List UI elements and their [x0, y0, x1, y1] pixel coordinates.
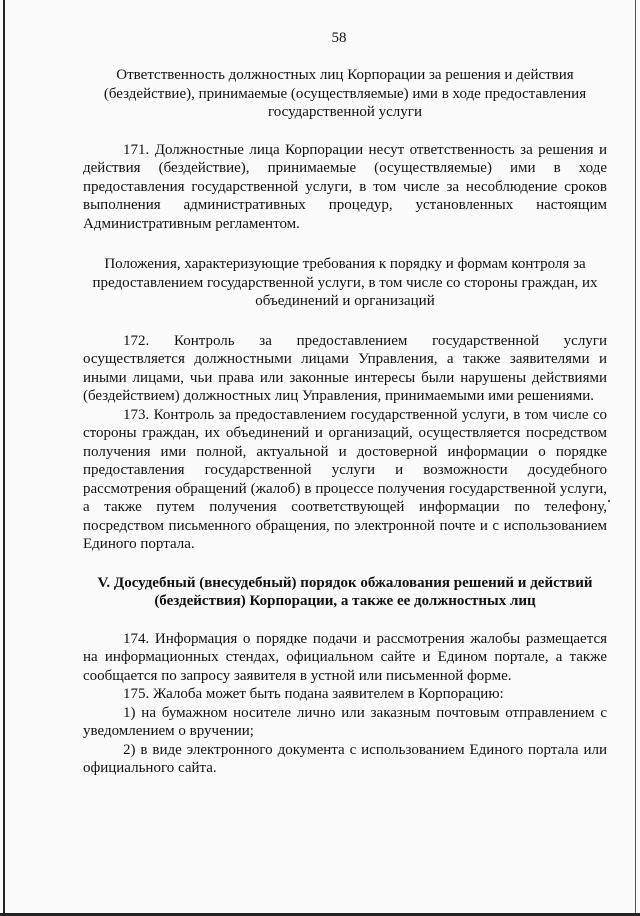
page-number: 58: [331, 30, 347, 46]
paragraph-175: 175. Жалоба может быть подана заявителем в Корпорацию:: [123, 686, 504, 702]
section-heading-control: Положения, характеризующие требования к порядку и формам контроля за предоставлением государственной услуги, в том числе со стороны граждан, их объединений и организаций: [92, 256, 598, 309]
paragraph-175-item-1: 1) на бумажном носителе лично или заказным почтовым отправлением с уведомлением о вручении;: [83, 704, 607, 739]
document-body: [83, 28, 607, 778]
scan-edge-right: [635, 0, 636, 916]
section-heading-appeal: V. Досудебный (внесудебный) порядок обжалования решений и действий (бездействия) Корпорации, а также ее должностных лиц: [97, 574, 593, 609]
section-heading-responsibility: Ответственность должностных лиц Корпорации за решения и действия (бездействие), принимаемые (осуществляемые) ими в ходе предоставления государственной услуги: [103, 67, 587, 120]
paragraph-171: 171. Должностные лица Корпорации несут ответственность за решения и действия (бездействие), принимаемые (осуществляемые) ими в ходе предоставления государственной услуги, в том числе за несоблюдение сроков выполнения административных процедур, установленных настоящим Административным регламентом.: [83, 141, 607, 232]
paragraph-175-item-2: 2) в виде электронного документа с использованием Единого портала или официального сайта.: [83, 741, 607, 776]
scan-edge-left: [3, 0, 5, 916]
scan-speck: [608, 500, 610, 502]
paragraph-172: 172. Контроль за предоставлением государственной услуги осуществляется должностными лицами Управления, а также заявителями и иными лицами, чьи права или законные интересы были нарушены действиями (бездействием) должностных лиц Управления, принимаемыми ими решениями.: [83, 332, 607, 404]
paragraph-174: 174. Информация о порядке подачи и рассмотрения жалобы размещается на информационных стендах, официальном сайте и Едином портале, а также сообщается по запросу заявителя в устной или письменной форме.: [83, 630, 607, 684]
paragraph-173: 173. Контроль за предоставлением государственной услуги, в том числе со стороны граждан, их объединений и организаций, осуществляется посредством получения ими полной, актуальной и достоверной информации о порядке предоставления государственной услуги и возможности досудебного рассмотрения обращений (жалоб) в процессе получения государственной услуги, а также путем получения соответствующей информации по телефону, посредством письменного обращения, по электронной почте и с использованием Единого портала.: [83, 406, 607, 552]
